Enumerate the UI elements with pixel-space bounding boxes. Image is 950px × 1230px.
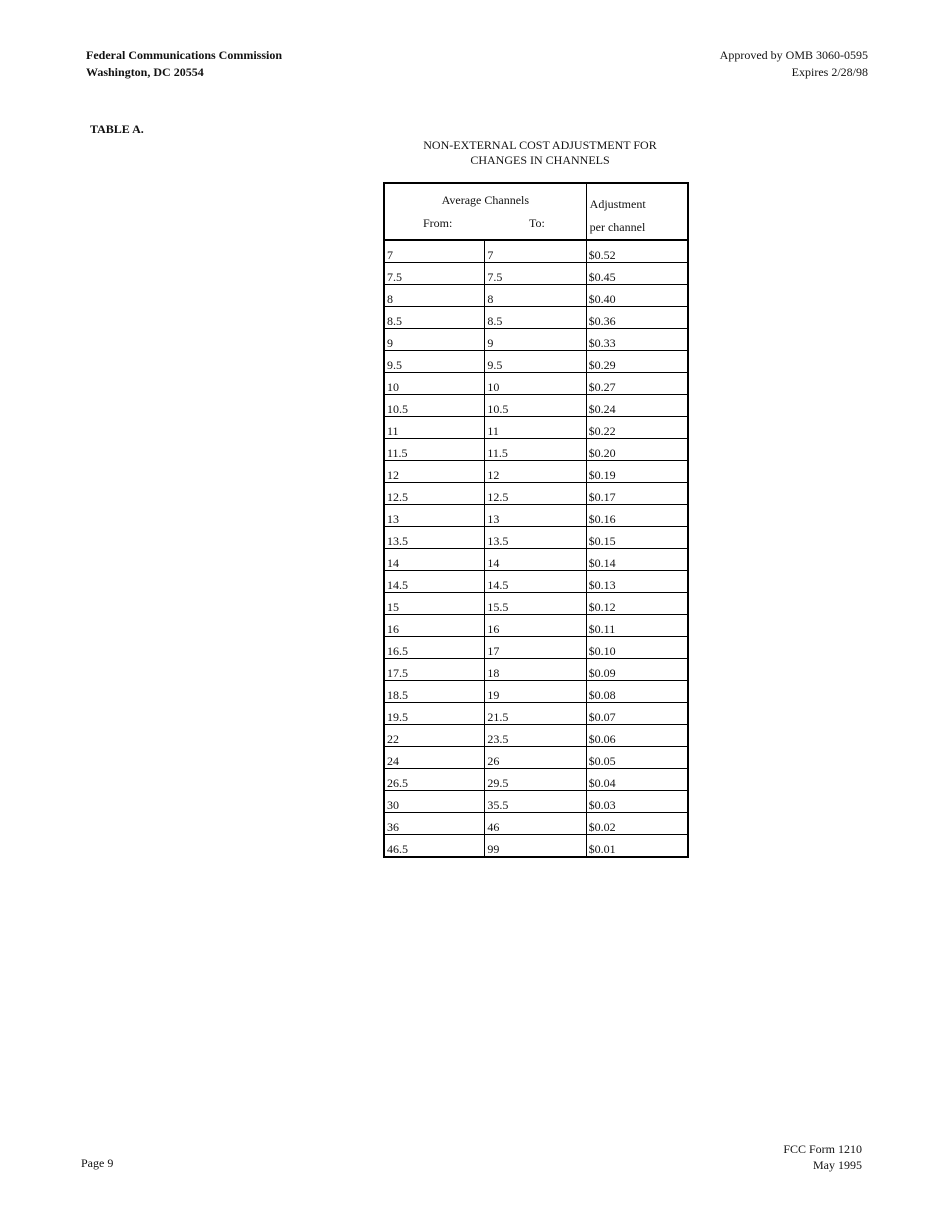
from-cell: 10.5 <box>384 395 485 417</box>
table-row <box>384 329 688 351</box>
to-cell: 29.5 <box>485 769 586 791</box>
table-row <box>384 505 688 527</box>
from-cell: 14.5 <box>384 571 485 593</box>
adjustment-cell: $0.19 <box>586 461 688 483</box>
table-caption <box>390 138 690 168</box>
adjustment-cell: $0.45 <box>586 263 688 285</box>
from-cell: 36 <box>384 813 485 835</box>
from-cell: 12.5 <box>384 483 485 505</box>
from-cell: 14 <box>384 549 485 571</box>
to-cell: 16 <box>485 615 586 637</box>
caption-line-1: NON-EXTERNAL COST ADJUSTMENT FOR <box>423 138 657 152</box>
to-cell: 23.5 <box>485 725 586 747</box>
to-cell: 13.5 <box>485 527 586 549</box>
to-cell: 11 <box>485 417 586 439</box>
to-cell: 9 <box>485 329 586 351</box>
to-cell: 10.5 <box>485 395 586 417</box>
to-cell: 8.5 <box>485 307 586 329</box>
table-row <box>384 637 688 659</box>
to-cell: 99 <box>485 835 586 858</box>
to-cell: 7 <box>485 240 586 263</box>
to-cell: 46 <box>485 813 586 835</box>
form-date: May 1995 <box>813 1158 862 1172</box>
table-row <box>384 813 688 835</box>
from-cell: 16 <box>384 615 485 637</box>
to-cell: 17 <box>485 637 586 659</box>
from-cell: 9.5 <box>384 351 485 373</box>
to-cell: 14 <box>485 549 586 571</box>
page-number: Page 9 <box>81 1156 114 1170</box>
to-cell: 26 <box>485 747 586 769</box>
adjustment-cell: $0.52 <box>586 240 688 263</box>
adjustment-cell: $0.16 <box>586 505 688 527</box>
to-cell: 35.5 <box>485 791 586 813</box>
adjustment-cell: $0.17 <box>586 483 688 505</box>
adjustment-cell: $0.24 <box>586 395 688 417</box>
adjustment-cell: $0.15 <box>586 527 688 549</box>
to-cell: 11.5 <box>485 439 586 461</box>
from-cell: 10 <box>384 373 485 395</box>
from-cell: 7.5 <box>384 263 485 285</box>
from-cell: 8.5 <box>384 307 485 329</box>
from-cell: 30 <box>384 791 485 813</box>
form-name: FCC Form 1210 <box>783 1142 862 1156</box>
table-row <box>384 527 688 549</box>
table-row <box>384 373 688 395</box>
table-row <box>384 240 688 263</box>
adjustment-header <box>586 183 688 240</box>
from-cell: 13.5 <box>384 527 485 549</box>
table-row <box>384 593 688 615</box>
to-cell: 9.5 <box>485 351 586 373</box>
table-row <box>384 769 688 791</box>
adjustment-cell: $0.05 <box>586 747 688 769</box>
table-row <box>384 791 688 813</box>
to-cell: 19 <box>485 681 586 703</box>
agency-header <box>86 47 282 81</box>
adjustment-cell: $0.08 <box>586 681 688 703</box>
from-cell: 17.5 <box>384 659 485 681</box>
expiration-date: Expires 2/28/98 <box>791 65 868 79</box>
table-row <box>384 263 688 285</box>
from-cell: 12 <box>384 461 485 483</box>
table-row <box>384 417 688 439</box>
adjustment-cell: $0.07 <box>586 703 688 725</box>
adjustment-cell: $0.20 <box>586 439 688 461</box>
adjustment-cell: $0.01 <box>586 835 688 858</box>
agency-name: Federal Communications Commission <box>86 48 282 62</box>
table-row <box>384 571 688 593</box>
to-label: To: <box>529 216 545 230</box>
from-cell: 7 <box>384 240 485 263</box>
table-row <box>384 483 688 505</box>
adjustment-cell: $0.14 <box>586 549 688 571</box>
adjustment-cell: $0.13 <box>586 571 688 593</box>
table-row <box>384 659 688 681</box>
omb-approval: Approved by OMB 3060-0595 <box>719 48 868 62</box>
to-cell: 12.5 <box>485 483 586 505</box>
from-cell: 16.5 <box>384 637 485 659</box>
from-cell: 22 <box>384 725 485 747</box>
from-cell: 18.5 <box>384 681 485 703</box>
to-cell: 12 <box>485 461 586 483</box>
table-row <box>384 285 688 307</box>
to-cell: 21.5 <box>485 703 586 725</box>
table-row <box>384 549 688 571</box>
table-row <box>384 307 688 329</box>
adjustment-cell: $0.12 <box>586 593 688 615</box>
caption-line-2: CHANGES IN CHANNELS <box>470 153 610 167</box>
table-row <box>384 461 688 483</box>
per-channel-label: per channel <box>589 220 646 234</box>
table-row <box>384 395 688 417</box>
table-label: TABLE A. <box>90 122 144 136</box>
from-cell: 8 <box>384 285 485 307</box>
to-cell: 18 <box>485 659 586 681</box>
form-footer <box>783 1141 862 1173</box>
adjustment-cell: $0.29 <box>586 351 688 373</box>
adjustment-label: Adjustment <box>589 197 646 211</box>
average-channels-header <box>384 183 586 240</box>
adjustment-cell: $0.22 <box>586 417 688 439</box>
from-cell: 24 <box>384 747 485 769</box>
table-row <box>384 681 688 703</box>
from-cell: 11 <box>384 417 485 439</box>
adjustment-cell: $0.27 <box>586 373 688 395</box>
to-cell: 8 <box>485 285 586 307</box>
table-header-row <box>384 183 688 240</box>
adjustment-cell: $0.09 <box>586 659 688 681</box>
adjustment-table <box>383 182 689 858</box>
to-cell: 14.5 <box>485 571 586 593</box>
adjustment-cell: $0.06 <box>586 725 688 747</box>
from-cell: 11.5 <box>384 439 485 461</box>
adjustment-cell: $0.11 <box>586 615 688 637</box>
adjustment-cell: $0.40 <box>586 285 688 307</box>
from-label: From: <box>423 216 453 230</box>
to-cell: 7.5 <box>485 263 586 285</box>
from-cell: 26.5 <box>384 769 485 791</box>
table-row <box>384 725 688 747</box>
agency-address: Washington, DC 20554 <box>86 65 204 79</box>
adjustment-cell: $0.04 <box>586 769 688 791</box>
to-cell: 10 <box>485 373 586 395</box>
from-cell: 15 <box>384 593 485 615</box>
from-cell: 46.5 <box>384 835 485 858</box>
average-channels-label: Average Channels <box>441 193 530 207</box>
from-cell: 9 <box>384 329 485 351</box>
table-row <box>384 615 688 637</box>
table-row <box>384 351 688 373</box>
table-row <box>384 747 688 769</box>
table-row <box>384 439 688 461</box>
to-cell: 15.5 <box>485 593 586 615</box>
adjustment-cell: $0.33 <box>586 329 688 351</box>
table-row <box>384 703 688 725</box>
adjustment-cell: $0.02 <box>586 813 688 835</box>
from-cell: 13 <box>384 505 485 527</box>
adjustment-cell: $0.10 <box>586 637 688 659</box>
table-row <box>384 835 688 858</box>
from-cell: 19.5 <box>384 703 485 725</box>
approval-header <box>720 47 868 81</box>
adjustment-cell: $0.36 <box>586 307 688 329</box>
adjustment-cell: $0.03 <box>586 791 688 813</box>
to-cell: 13 <box>485 505 586 527</box>
